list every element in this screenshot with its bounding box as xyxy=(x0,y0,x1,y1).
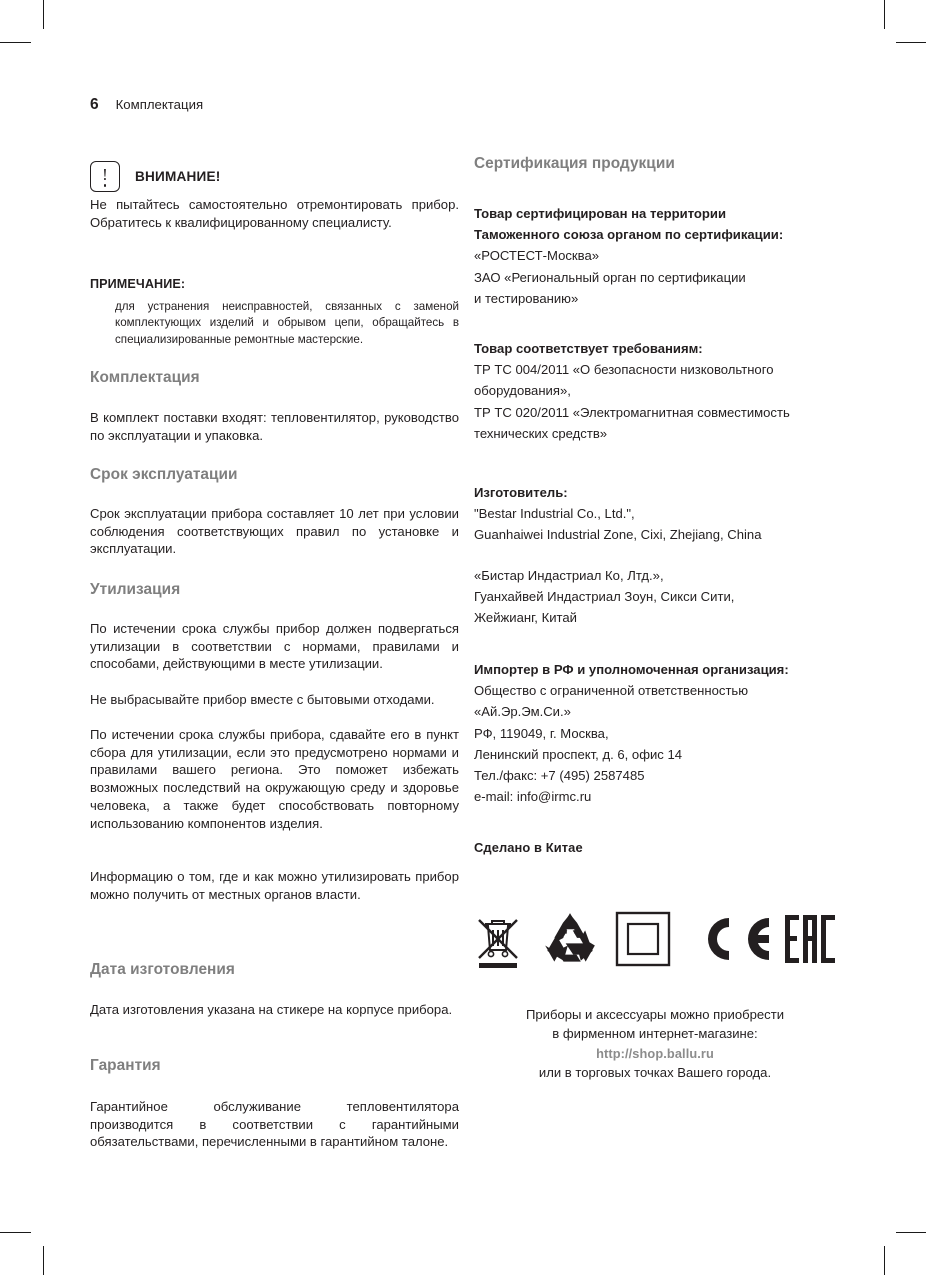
crop-mark-bottom-left-vertical xyxy=(43,1246,44,1275)
body-garantiya: Гарантийное обслуживание тепловентилятора производится в соответствии с гарантийными обязательствами, перечисленными в гарантийном талоне. xyxy=(90,1099,459,1150)
eac-mark-icon xyxy=(785,915,835,963)
crop-mark-top-left-vertical xyxy=(43,0,44,29)
manufacturer-block-ru xyxy=(474,565,846,629)
body-komplektatsiya: В комплект поставки входят: тепловентилятор, руководство по эксплуатации и упаковка. xyxy=(90,410,459,443)
note-label: ПРИМЕЧАНИЕ: xyxy=(90,277,186,291)
heading-komplektatsiya: Комплектация xyxy=(90,369,200,386)
promo-line1: Приборы и аксессуары можно приобрести xyxy=(525,1007,785,1022)
manufacturer-line4: Гуанхайвей Индастриал Зоун, Сикси Сити, xyxy=(474,589,735,605)
class-ii-double-insulation-icon xyxy=(615,911,671,967)
conformity-line2: оборудования», xyxy=(474,383,571,399)
body-srok-ekspluatatsii: Срок эксплуатации прибора составляет 10 лет при условии соблюдения соответствующих правил по установке и эксплуатации. xyxy=(90,506,459,557)
conformity-line4: технических средств» xyxy=(474,425,608,441)
heading-garantiya: Гарантия xyxy=(90,1057,161,1074)
importer-line4: Ленинский проспект, д. 6, офис 14 xyxy=(474,746,683,762)
conformity-line3: ТР ТС 020/2011 «Электромагнитная совместимость xyxy=(474,404,790,420)
manufacturer-line5: Жейжианг, Китай xyxy=(474,610,577,626)
conformity-line1: ТР ТС 004/2011 «О безопасности низковольтного xyxy=(474,362,774,378)
certification-block xyxy=(474,203,846,309)
note-body: для устранения неисправностей, связанных с заменой комплектующих изделий и обрывом цепи, обращайтесь в специализированные ремонтные мастерские. xyxy=(115,300,459,346)
body-utilizatsiya-p4: Информацию о том, где и как можно утилизировать прибор можно получить от местных органов власти. xyxy=(90,869,459,902)
promo-line2: в фирменном интернет-магазине: xyxy=(552,1026,758,1042)
conformity-block xyxy=(474,338,846,444)
manufacturer-line3: «Бистар Индастриал Ко, Лтд.», xyxy=(474,568,664,583)
promo-line3: или в торговых точках Вашего города. xyxy=(538,1065,772,1081)
crop-mark-bottom-right-horizontal xyxy=(896,1232,926,1233)
crop-mark-top-right-vertical xyxy=(884,0,885,29)
manufacturer-line2: Guanhaiwei Industrial Zone, Cixi, Zhejiang, China xyxy=(474,527,762,543)
certification-line4: ЗАО «Региональный орган по сертификации xyxy=(474,269,746,285)
manufacturer-block xyxy=(474,482,846,546)
importer-block xyxy=(474,659,846,807)
conformity-title: Товар соответствует требованиям: xyxy=(474,341,703,356)
certification-line5: и тестированию» xyxy=(474,290,579,306)
importer-line2: «Ай.Эр.Эм.Си.» xyxy=(474,704,571,720)
running-section-title: Комплектация xyxy=(115,97,204,112)
shop-url-link[interactable]: http://shop.ballu.ru xyxy=(596,1045,714,1061)
crop-mark-bottom-left-horizontal xyxy=(0,1232,31,1233)
ce-mark-icon xyxy=(697,914,771,964)
importer-line1: Общество с ограниченной ответственностью xyxy=(474,683,749,699)
crop-mark-bottom-right-vertical xyxy=(884,1246,885,1275)
body-utilizatsiya-p1: По истечении срока службы прибор должен подвергаться утилизации в соответствии с нормами, правилами и способами, действующими в месте утилизации. xyxy=(90,621,459,672)
body-data-izgotovleniya: Дата изготовления указана на стикере на корпусе прибора. xyxy=(90,1002,453,1017)
heading-data-izgotovleniya: Дата изготовления xyxy=(90,961,235,978)
body-utilizatsiya-p3: По истечении срока службы прибора, сдавайте его в пункт сбора для утилизации, если это предусмотрено нормами и правилами вашего региона. Это поможет избежать возможных последствий на окружающую среду и здоровье человека, а также будет способствовать повторному использованию компонентов изделия. xyxy=(90,727,459,831)
heading-srok-ekspluatatsii: Срок эксплуатации xyxy=(90,466,238,483)
warning-title: ВНИМАНИЕ! xyxy=(135,168,221,184)
body-utilizatsiya-p2: Не выбрасывайте прибор вместе с бытовыми отходами. xyxy=(90,692,435,707)
heading-utilizatsiya: Утилизация xyxy=(90,581,181,598)
crop-mark-top-left-horizontal xyxy=(0,42,31,43)
warning-header xyxy=(90,161,221,191)
promo-footer xyxy=(474,1005,836,1083)
importer-line3: РФ, 119049, г. Москва, xyxy=(474,725,609,741)
importer-title: Импортер в РФ и уполномоченная организация: xyxy=(474,662,789,677)
made-in-china-label: Сделано в Китае xyxy=(474,840,583,855)
importer-line5: Тел./факс: +7 (495) 2587485 xyxy=(474,768,645,784)
certification-line3: «РОСТЕСТ-Москва» xyxy=(474,248,600,264)
manufacturer-line1: "Bestar Industrial Co., Ltd.", xyxy=(474,506,635,522)
weee-crossed-out-bin-icon xyxy=(476,908,520,970)
page-number: 6 xyxy=(90,96,99,113)
certification-title-line1: Товар сертифицирован на территории xyxy=(474,206,727,221)
running-head xyxy=(90,96,203,114)
manufacturer-title: Изготовитель: xyxy=(474,485,568,500)
certification-title-line2: Таможенного союза органом по сертификации: xyxy=(474,227,784,243)
heading-sertifikatsiya-produktsii: Сертификация продукции xyxy=(474,155,675,172)
importer-email: e-mail: info@irmc.ru xyxy=(474,789,592,805)
recycling-mobius-icon xyxy=(543,912,597,966)
crop-mark-top-right-horizontal xyxy=(896,42,926,43)
certification-symbols-row xyxy=(473,908,835,970)
warning-exclamation-icon: ! xyxy=(90,161,120,192)
warning-body: Не пытайтесь самостоятельно отремонтировать прибор. Обратитесь к квалифицированному специалисту. xyxy=(90,197,459,230)
